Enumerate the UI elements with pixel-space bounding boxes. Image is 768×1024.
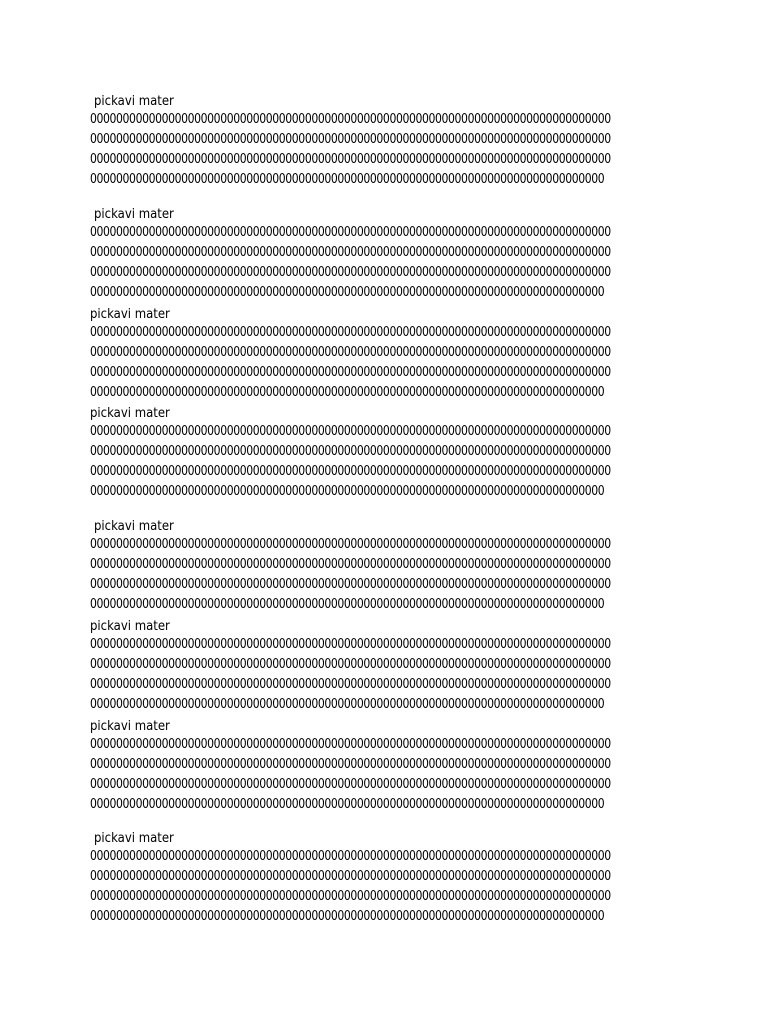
zero-line: 00000000000000000000000000000000000000000000000000000000000000000000000000000000: [90, 132, 611, 147]
zero-line: 00000000000000000000000000000000000000000000000000000000000000000000000000000000: [90, 152, 611, 167]
zero-line: 0000000000000000000000000000000000000000000000000000000000000000000000000000000: [90, 484, 605, 499]
text-section: [90, 207, 690, 303]
section-heading: pickavi mater: [94, 831, 174, 846]
zero-line: 00000000000000000000000000000000000000000000000000000000000000000000000000000000: [90, 757, 611, 772]
zero-line: 00000000000000000000000000000000000000000000000000000000000000000000000000000000: [90, 849, 611, 864]
zero-line: 00000000000000000000000000000000000000000000000000000000000000000000000000000000: [90, 657, 611, 672]
text-section: [90, 307, 690, 403]
text-section: [90, 831, 690, 927]
zero-line: 00000000000000000000000000000000000000000000000000000000000000000000000000000000: [90, 889, 611, 904]
zero-line: 0000000000000000000000000000000000000000000000000000000000000000000000000000000: [90, 909, 605, 924]
section-heading: pickavi mater: [94, 519, 174, 534]
zero-line: 0000000000000000000000000000000000000000000000000000000000000000000000000000000: [90, 285, 605, 300]
zero-line: 00000000000000000000000000000000000000000000000000000000000000000000000000000000: [90, 444, 611, 459]
zero-line: 00000000000000000000000000000000000000000000000000000000000000000000000000000000: [90, 424, 611, 439]
text-section: [90, 619, 690, 715]
zero-line: 00000000000000000000000000000000000000000000000000000000000000000000000000000000: [90, 265, 611, 280]
zero-line: 00000000000000000000000000000000000000000000000000000000000000000000000000000000: [90, 869, 611, 884]
zero-line: 00000000000000000000000000000000000000000000000000000000000000000000000000000000: [90, 464, 611, 479]
zero-line: 00000000000000000000000000000000000000000000000000000000000000000000000000000000: [90, 777, 611, 792]
zero-line: 00000000000000000000000000000000000000000000000000000000000000000000000000000000: [90, 345, 611, 360]
section-heading: pickavi mater: [90, 406, 170, 421]
section-heading: pickavi mater: [90, 719, 170, 734]
zero-line: 00000000000000000000000000000000000000000000000000000000000000000000000000000000: [90, 637, 611, 652]
section-heading: pickavi mater: [90, 307, 170, 322]
section-heading: pickavi mater: [90, 619, 170, 634]
zero-line: 00000000000000000000000000000000000000000000000000000000000000000000000000000000: [90, 245, 611, 260]
zero-line: 00000000000000000000000000000000000000000000000000000000000000000000000000000000: [90, 537, 611, 552]
zero-line: 00000000000000000000000000000000000000000000000000000000000000000000000000000000: [90, 365, 611, 380]
zero-line: 00000000000000000000000000000000000000000000000000000000000000000000000000000000: [90, 677, 611, 692]
zero-line: 00000000000000000000000000000000000000000000000000000000000000000000000000000000: [90, 557, 611, 572]
zero-line: 0000000000000000000000000000000000000000000000000000000000000000000000000000000: [90, 172, 605, 187]
zero-line: 00000000000000000000000000000000000000000000000000000000000000000000000000000000: [90, 577, 611, 592]
zero-line: 00000000000000000000000000000000000000000000000000000000000000000000000000000000: [90, 737, 611, 752]
section-heading: pickavi mater: [94, 207, 174, 222]
zero-line: 0000000000000000000000000000000000000000000000000000000000000000000000000000000: [90, 385, 605, 400]
text-section: [90, 94, 690, 190]
section-heading: pickavi mater: [94, 94, 174, 109]
text-section: [90, 719, 690, 815]
zero-line: 0000000000000000000000000000000000000000000000000000000000000000000000000000000: [90, 697, 605, 712]
text-section: [90, 406, 690, 502]
zero-line: 0000000000000000000000000000000000000000000000000000000000000000000000000000000: [90, 797, 605, 812]
zero-line: 00000000000000000000000000000000000000000000000000000000000000000000000000000000: [90, 112, 611, 127]
zero-line: 00000000000000000000000000000000000000000000000000000000000000000000000000000000: [90, 325, 611, 340]
zero-line: 0000000000000000000000000000000000000000000000000000000000000000000000000000000: [90, 597, 605, 612]
zero-line: 00000000000000000000000000000000000000000000000000000000000000000000000000000000: [90, 225, 611, 240]
text-section: [90, 519, 690, 615]
